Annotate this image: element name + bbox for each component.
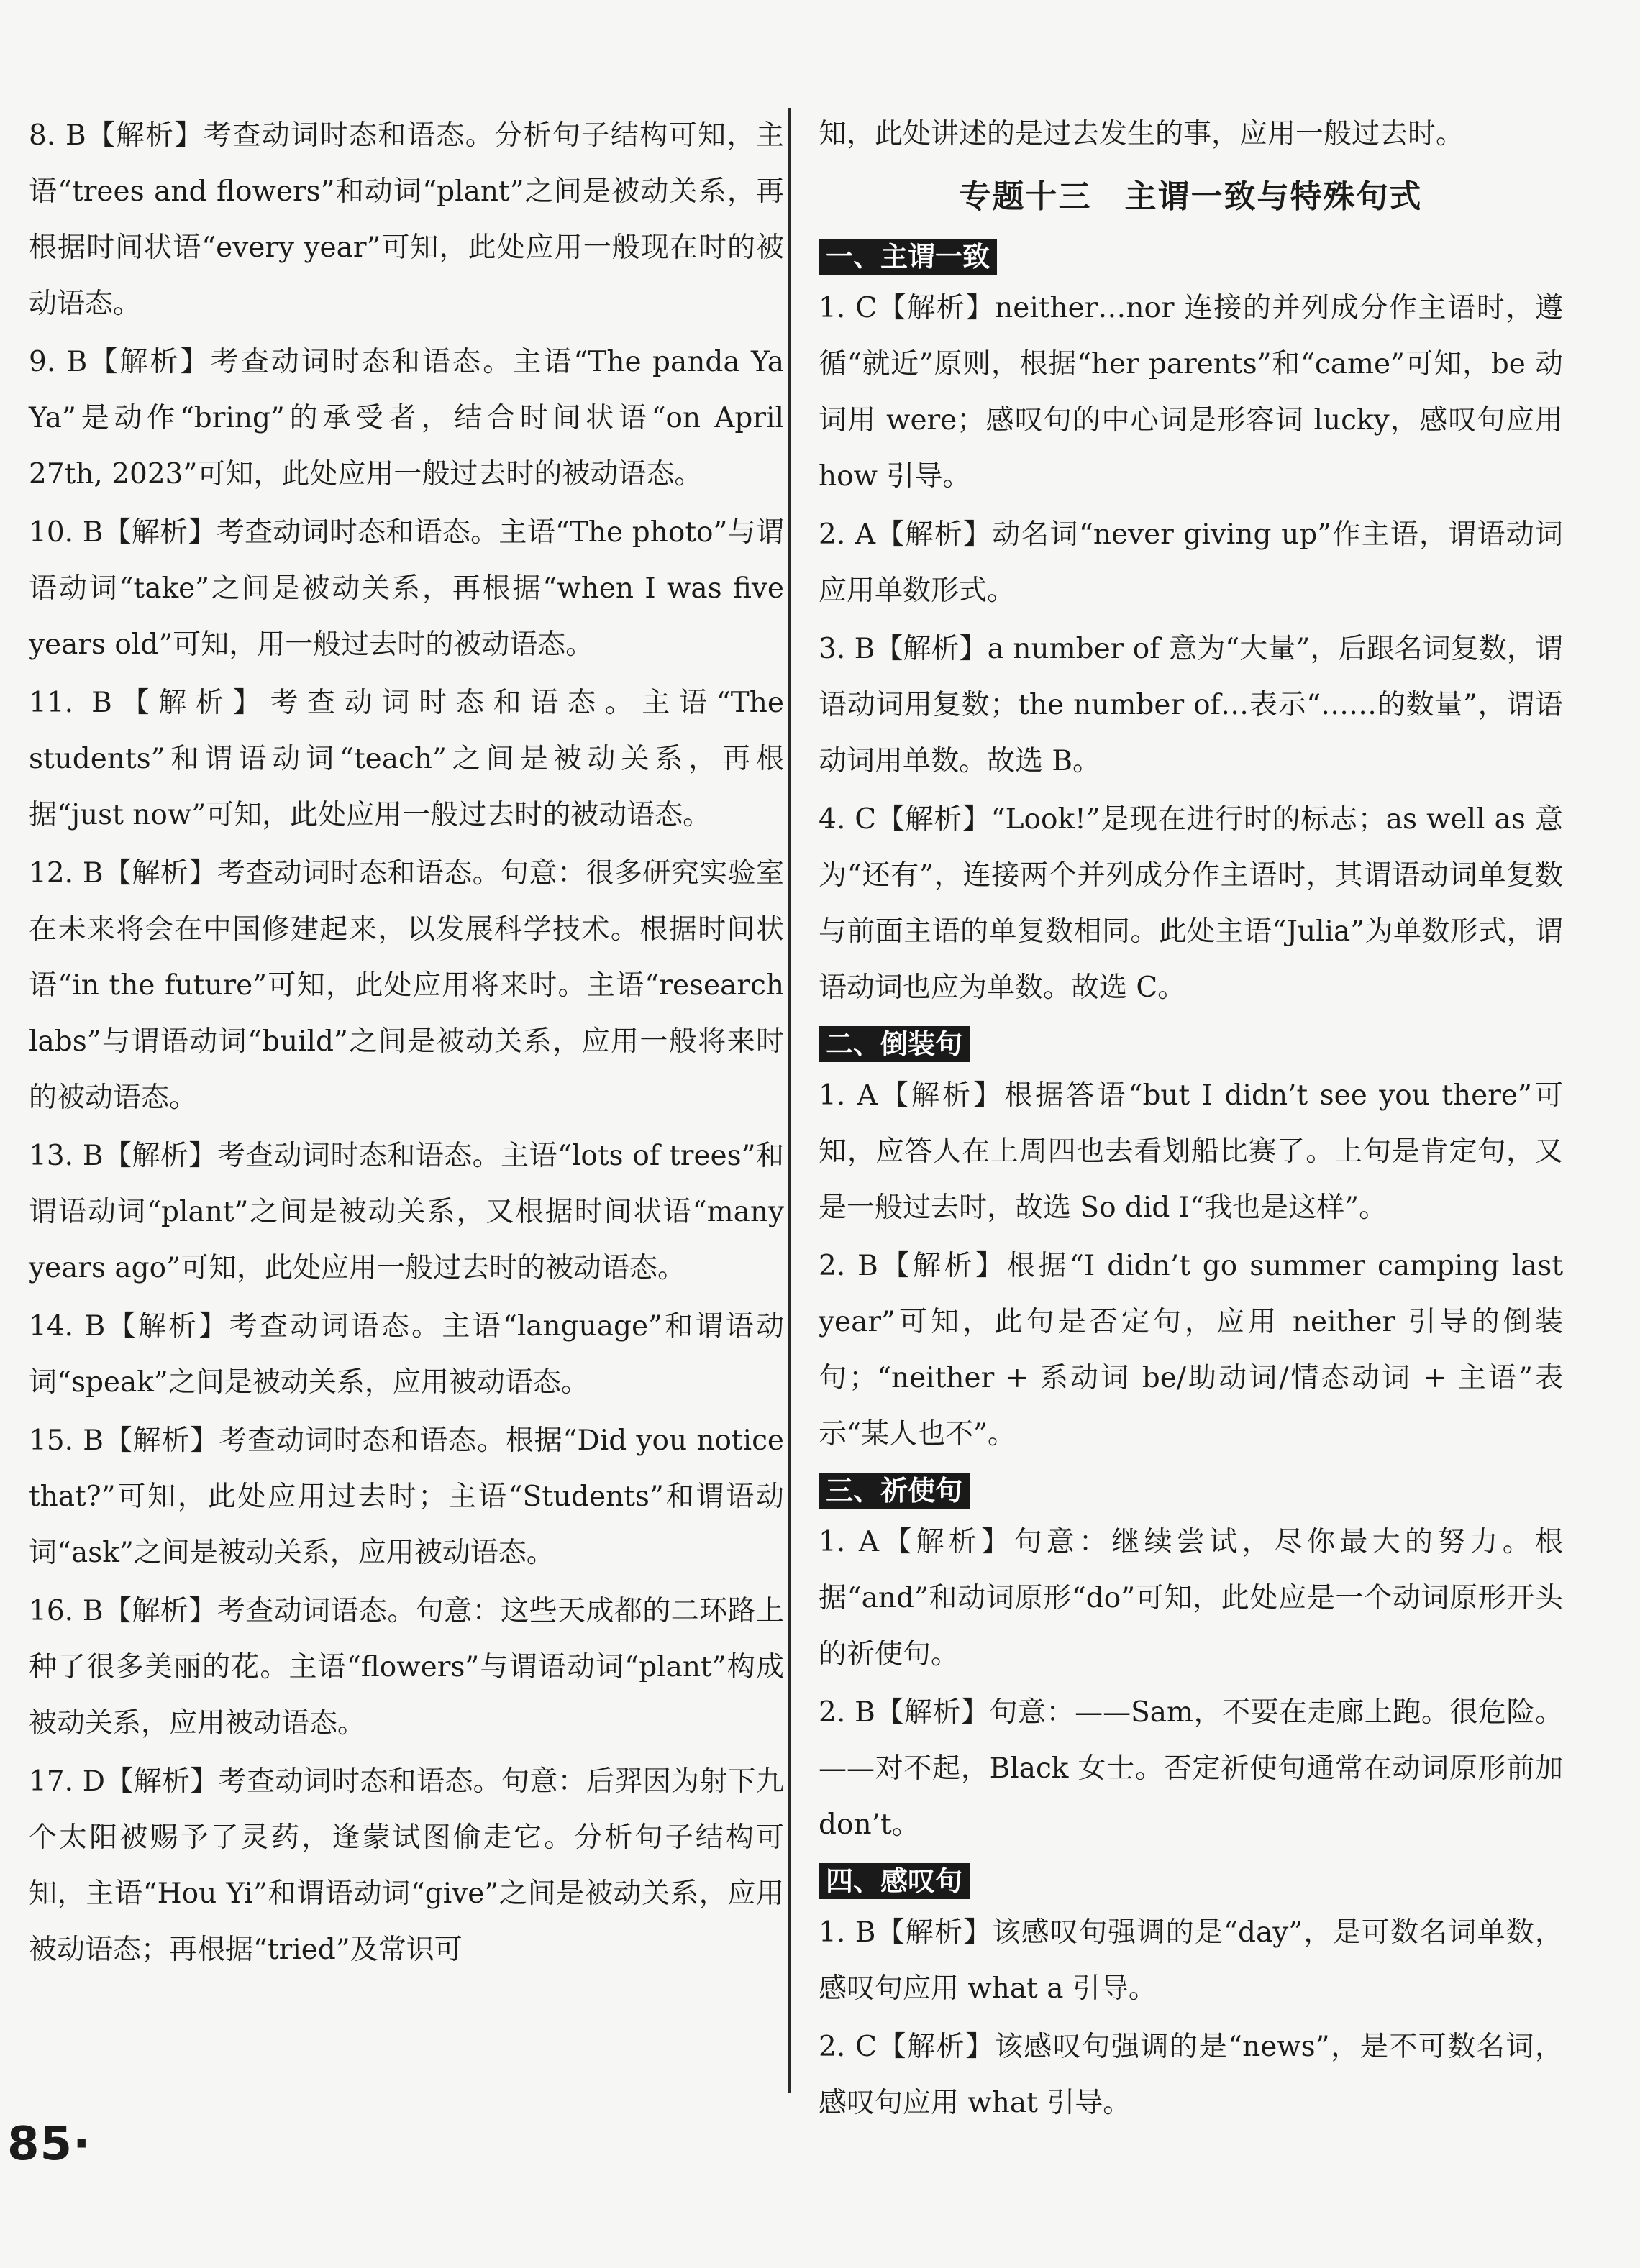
answer-item: 9. B【解析】考查动词时态和语态。主语“The panda Ya Ya”是动作“bring”的承受者，结合时间状语“on April 27th, 2023”可知，此处应用一般过去时的被动语态。 [29,346,784,490]
answer-item: 4. C【解析】“Look!”是现在进行时的标志；as well as 意为“还有”，连接两个并列成分作主语时，其谓语动词单复数与前面主语的单复数相同。此处主语“Julia”为单数形式，谓语动词也应为单数。故选 C。 [819,803,1563,1004]
answer-item: 1. C【解析】neither…nor 连接的并列成分作主语时，遵循“就近”原则，根据“her parents”和“came”可知，be 动词用 were；感叹句的中心词是形容词 lucky，感叹句应用 how 引导。 [819,292,1563,493]
right-column [819,106,1563,2131]
left-column [29,108,784,1978]
answer-item: 2. B【解析】句意：——Sam，不要在走廊上跑。很危险。——对不起，Black 女士。否定祈使句通常在动词原形前加 don’t。 [819,1696,1563,1841]
answer-item: 10. B【解析】考查动词时态和语态。主语“The photo”与谓语动词“take”之间是被动关系，再根据“when I was five years old”可知，用一般过去时的被动语态。 [29,516,784,661]
answer-item: 1. B【解析】该感叹句强调的是“day”，是可数名词单数，感叹句应用 what a 引导。 [819,1916,1563,2005]
page-number: 85· [7,2118,91,2171]
answer-item: 2. A【解析】动名词“never giving up”作主语，谓语动词应用单数形式。 [819,518,1563,607]
answer-item: 8. B【解析】考查动词时态和语态。分析句子结构可知，主语“trees and flowers”和动词“plant”之间是被动关系，再根据时间状语“every year”可知，此处应用一般现在时的被动语态。 [29,119,784,320]
section-exclamatory [819,1853,1563,2131]
answer-item: 13. B【解析】考查动词时态和语态。主语“lots of trees”和谓语动词“plant”之间是被动关系，又根据时间状语“many years ago”可知，此处应用一般过去时的被动语态。 [29,1140,784,1284]
answer-item: 15. B【解析】考查动词时态和语态。根据“Did you notice that?”可知，此处应用过去时；主语“Students”和谓语动词“ask”之间是被动关系，应用被动语态。 [29,1425,784,1569]
topic-title: 专题十三 主谓一致与特殊句式 [959,178,1423,215]
section-label: 一、主谓一致 [819,239,997,275]
section-inversion [819,1016,1563,1463]
answer-item: 11. B【解析】考查动词时态和语态。主语“The students”和谓语动词“teach”之间是被动关系，再根据“just now”可知，此处应用一般过去时的被动语态。 [29,687,784,831]
answer-item: 16. B【解析】考查动词语态。句意：这些天成都的二环路上种了很多美丽的花。主语“flowers”与谓语动词“plant”构成被动关系，应用被动语态。 [29,1595,784,1739]
continuation-text: 知，此处讲述的是过去发生的事，应用一般过去时。 [819,118,1464,150]
section-imperative [819,1463,1563,1853]
answer-item: 1. A【解析】根据答语“but I didn’t see you there”可知，应答人在上周四也去看划船比赛了。上句是肯定句，又是一般过去时，故选 So did I“我也是这样”。 [819,1079,1563,1224]
answer-item: 2. B【解析】根据“I didn’t go summer camping last year”可知，此句是否定句，应用 neither 引导的倒装句；“neither + 系动词 be/助动词/情态动词 + 主语”表示“某人也不”。 [819,1250,1563,1450]
answer-item: 14. B【解析】考查动词语态。主语“language”和谓语动词“speak”之间是被动关系，应用被动语态。 [29,1310,784,1399]
answer-item: 12. B【解析】考查动词时态和语态。句意：很多研究实验室在未来将会在中国修建起来，以发展科学技术。根据时间状语“in the future”可知，此处应用将来时。主语“research labs”与谓语动词“build”之间是被动关系，应用一般将来时的被动语态。 [29,857,784,1114]
column-divider [788,108,791,2093]
section-subject-verb-agreement [819,229,1563,1016]
section-label: 四、感叹句 [819,1863,970,1899]
section-label: 二、倒装句 [819,1026,970,1062]
section-label: 三、祈使句 [819,1473,970,1509]
answer-item: 2. C【解析】该感叹句强调的是“news”，是不可数名词，感叹句应用 what 引导。 [819,2031,1563,2119]
answer-item: 1. A【解析】句意：继续尝试，尽你最大的努力。根据“and”和动词原形“do”可知，此处应是一个动词原形开头的祈使句。 [819,1526,1563,1670]
answer-item: 3. B【解析】a number of 意为“大量”，后跟名词复数，谓语动词用复数；the number of…表示“……的数量”，谓语动词用单数。故选 B。 [819,633,1563,777]
answer-item: 17. D【解析】考查动词时态和语态。句意：后羿因为射下九个太阳被赐予了灵药，逢蒙试图偷走它。分析句子结构可知，主语“Hou Yi”和谓语动词“give”之间是被动关系，应用被动语态；再根据“tried”及常识可 [29,1765,784,1966]
